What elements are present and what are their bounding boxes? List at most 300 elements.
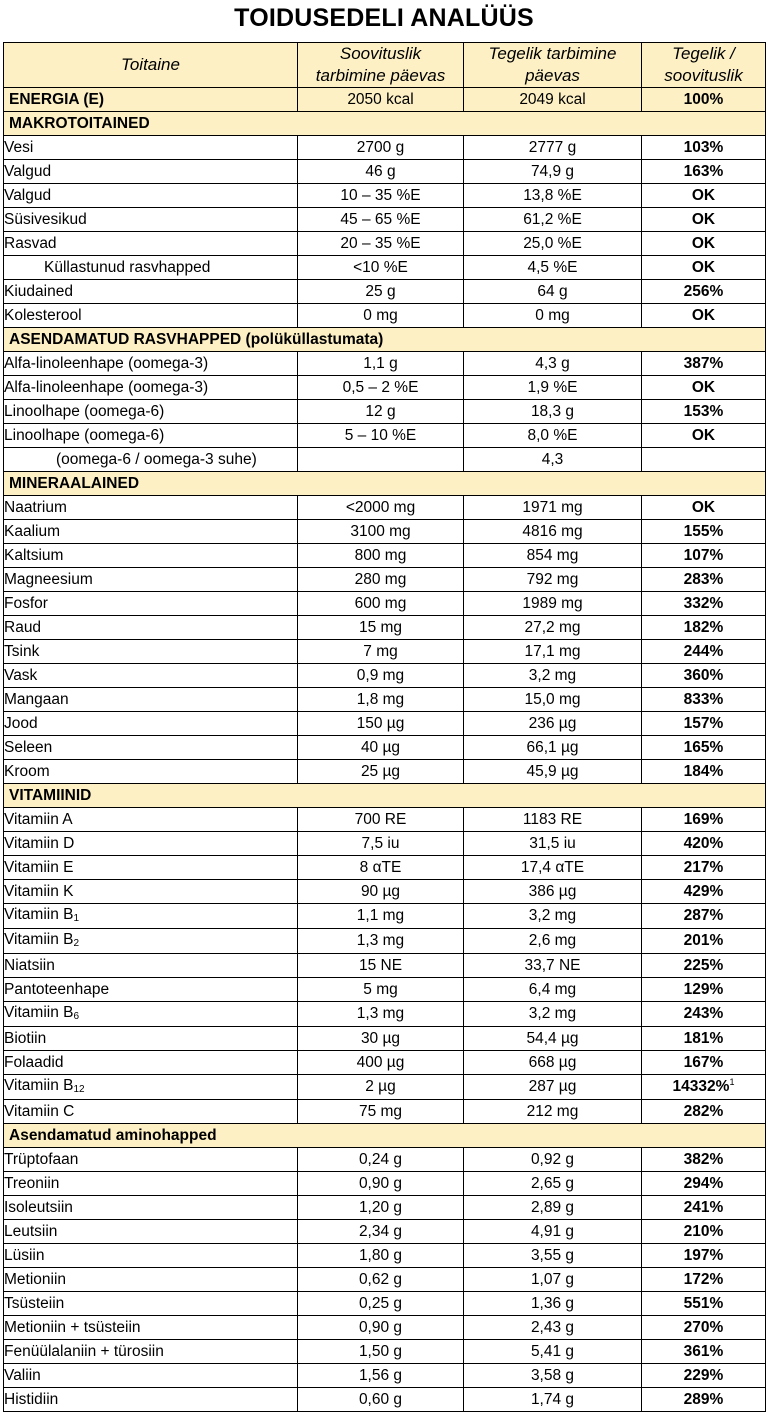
ratio-value [642,568,766,592]
ratio-value [642,184,766,208]
nutrient-name [4,1075,298,1100]
ratio-value [642,760,766,784]
actual-value: 1,9 %E [464,376,642,400]
section-header [4,328,766,352]
ratio-label: 332% [683,594,724,612]
recommended-value: 1,1 g [298,352,464,376]
actual-value: 0,92 g [464,1148,642,1172]
nutrient-label: Vesi [4,138,34,156]
table-row [4,544,766,568]
section-header [4,112,766,136]
ratio-label: 225% [683,956,724,974]
actual-value: 792 mg [464,568,642,592]
actual-value: 31,5 iu [464,832,642,856]
section-header [4,784,766,808]
table-row [4,376,766,400]
ratio-label: 182% [683,618,724,636]
table-row [4,832,766,856]
recommended-value: 25 µg [298,760,464,784]
actual-value: 66,1 µg [464,736,642,760]
actual-value: 74,9 g [464,160,642,184]
ratio-value [642,736,766,760]
table-row [4,1292,766,1316]
recommended-value: 7 mg [298,640,464,664]
table-row [4,208,766,232]
recommended-value: 1,80 g [298,1244,464,1268]
ratio-label: 184% [683,762,724,780]
nutrient-label: Magneesium [4,570,93,588]
actual-value: 45,9 µg [464,760,642,784]
nutrient-label: Vitamiin E [4,858,74,876]
header-ratio-line1: Tegelik / [672,44,735,63]
table-row [4,448,766,472]
nutrient-subscript: 12 [73,1084,85,1095]
nutrient-label: Raud [4,618,42,636]
table-row [4,1100,766,1124]
recommended-value: 1,8 mg [298,688,464,712]
nutrient-label: Küllastunud rasvhapped [44,258,211,276]
actual-value: 4,5 %E [464,256,642,280]
ratio-label: 387% [683,354,724,372]
ratio-value [642,352,766,376]
nutrient-label: Vitamiin B [4,931,74,948]
recommended-value: <2000 mg [298,496,464,520]
nutrient-name [4,808,298,832]
nutrient-label: Vitamiin B [4,1004,74,1021]
actual-value: 1183 RE [464,808,642,832]
actual-value: 13,8 %E [464,184,642,208]
table-row [4,1244,766,1268]
ratio-value [642,954,766,978]
nutrient-name [4,616,298,640]
ratio-label: 155% [683,522,724,540]
nutrient-label: Metioniin [4,1270,67,1288]
ratio-label: 181% [683,1029,724,1047]
table-row [4,904,766,929]
ratio-value [642,544,766,568]
ratio-label: 270% [683,1318,724,1336]
header-recommended [298,43,464,88]
actual-value: 854 mg [464,544,642,568]
actual-value: 0 mg [464,304,642,328]
ratio-label: 14332% [672,1078,730,1095]
ratio-label: OK [691,186,716,204]
recommended-value: <10 %E [298,256,464,280]
table-row [4,160,766,184]
actual-value: 5,41 g [464,1340,642,1364]
recommended-value: 10 – 35 %E [298,184,464,208]
nutrient-label: Linoolhape (oomega-6) [4,402,165,420]
table-row [4,856,766,880]
recommended-value: 0,60 g [298,1388,464,1412]
recommended-value: 1,50 g [298,1340,464,1364]
table-row [4,1027,766,1051]
nutrient-label: (oomega-6 / oomega-3 suhe) [56,450,257,468]
nutrient-name [4,280,298,304]
recommended-value: 1,1 mg [298,904,464,929]
ratio-value [642,640,766,664]
recommended-value [298,448,464,472]
ratio-label: 294% [683,1174,724,1192]
ratio-label: OK [691,378,716,396]
nutrient-label: Süsivesikud [4,210,87,228]
recommended-value: 600 mg [298,592,464,616]
recommended-value: 150 µg [298,712,464,736]
energy-recommended: 2050 kcal [298,88,464,112]
nutrient-name [4,1196,298,1220]
recommended-value: 2700 g [298,136,464,160]
nutrient-name [4,136,298,160]
recommended-value: 2 µg [298,1075,464,1100]
ratio-label: OK [691,258,716,276]
nutrient-name [4,1051,298,1075]
nutrient-name [4,1292,298,1316]
recommended-value: 1,3 mg [298,1002,464,1027]
table-row [4,1196,766,1220]
nutrient-label: Leutsiin [4,1222,58,1240]
actual-value: 27,2 mg [464,616,642,640]
ratio-label: OK [691,306,716,324]
recommended-value: 25 g [298,280,464,304]
nutrient-name [4,304,298,328]
ratio-value [642,712,766,736]
nutrient-name [4,496,298,520]
recommended-value: 7,5 iu [298,832,464,856]
actual-value: 4,91 g [464,1220,642,1244]
actual-value: 1971 mg [464,496,642,520]
table-row [4,136,766,160]
ratio-label: 157% [683,714,724,732]
nutrient-label: Histidiin [4,1390,59,1408]
section-title: ASENDAMATUD RASVHAPPED (polüküllastumata) [4,328,766,352]
table-header [4,43,766,88]
table-row [4,808,766,832]
nutrient-name [4,978,298,1002]
ratio-label: 833% [683,690,724,708]
nutrient-name [4,1027,298,1051]
ratio-label: 244% [683,642,724,660]
recommended-value: 0,9 mg [298,664,464,688]
actual-value: 3,2 mg [464,904,642,929]
ratio-value [642,1268,766,1292]
actual-value: 2,43 g [464,1316,642,1340]
nutrient-label: Vitamiin B [4,906,74,923]
table-row [4,688,766,712]
nutrient-name [4,448,298,472]
actual-value: 2,65 g [464,1172,642,1196]
nutrient-label: Vitamiin K [4,882,74,900]
recommended-value: 0,24 g [298,1148,464,1172]
nutrient-name [4,1340,298,1364]
nutrient-label: Tsink [4,642,40,660]
nutrient-name [4,688,298,712]
ratio-label: 360% [683,666,724,684]
ratio-value [642,880,766,904]
nutrient-label: Pantoteenhape [4,980,110,998]
actual-value: 1,07 g [464,1268,642,1292]
actual-value: 4,3 [464,448,642,472]
recommended-value: 90 µg [298,880,464,904]
nutrient-name [4,1220,298,1244]
nutrient-subscript: 2 [73,938,80,949]
ratio-value [642,1172,766,1196]
ratio-label: 229% [683,1366,724,1384]
ratio-label: 165% [683,738,724,756]
header-ratio-line2: soovituslik [664,66,743,85]
nutrient-label: Lüsiin [4,1246,45,1264]
nutrient-label: Metioniin + tsüsteiin [4,1318,141,1336]
actual-value: 236 µg [464,712,642,736]
nutrient-name [4,1100,298,1124]
actual-value: 8,0 %E [464,424,642,448]
recommended-value: 12 g [298,400,464,424]
nutrient-name [4,1148,298,1172]
recommended-value: 0 mg [298,304,464,328]
nutrient-label: Mangaan [4,690,69,708]
ratio-value [642,160,766,184]
recommended-value: 40 µg [298,736,464,760]
ratio-label: 283% [683,570,724,588]
ratio-label: 197% [683,1246,724,1264]
ratio-value [642,1002,766,1027]
ratio-value [642,1244,766,1268]
table-row [4,1051,766,1075]
ratio-value [642,1051,766,1075]
nutrient-name [4,640,298,664]
actual-value: 3,2 mg [464,664,642,688]
ratio-label: 167% [683,1053,724,1071]
recommended-value: 45 – 65 %E [298,208,464,232]
table-row [4,1388,766,1412]
ratio-value [642,929,766,954]
ratio-label: 287% [683,907,724,924]
ratio-label: 551% [683,1294,724,1312]
nutrient-name [4,544,298,568]
recommended-value: 280 mg [298,568,464,592]
nutrient-label: Alfa-linoleenhape (oomega-3) [4,378,209,396]
table-row [4,256,766,280]
ratio-value [642,832,766,856]
table-row [4,664,766,688]
ratio-value [642,424,766,448]
actual-value: 1,74 g [464,1388,642,1412]
nutrient-label: Folaadid [4,1053,64,1071]
actual-value: 61,2 %E [464,208,642,232]
ratio-value [642,1292,766,1316]
nutrient-name [4,184,298,208]
actual-value: 15,0 mg [464,688,642,712]
table-row [4,592,766,616]
section-title: MINERAALAINED [4,472,766,496]
nutrient-name [4,904,298,929]
ratio-value [642,1100,766,1124]
ratio-label: 103% [683,138,724,156]
nutrient-name [4,592,298,616]
header-recommended-line2: tarbimine päevas [315,66,446,85]
recommended-value: 1,3 mg [298,929,464,954]
recommended-value: 0,90 g [298,1316,464,1340]
ratio-value [642,304,766,328]
table-row [4,880,766,904]
nutrient-name [4,712,298,736]
nutrient-table [3,42,766,1412]
header-actual-line1: Tegelik tarbimine [488,44,617,63]
nutrient-name [4,736,298,760]
recommended-value: 0,25 g [298,1292,464,1316]
nutrient-name [4,664,298,688]
nutrient-label: Rasvad [4,234,57,252]
nutrient-name [4,1002,298,1027]
nutrient-label: Vitamiin A [4,810,73,828]
ratio-label: 201% [683,932,724,949]
ratio-value [642,1148,766,1172]
nutrient-label: Vitamiin C [4,1102,75,1120]
ratio-value [642,280,766,304]
nutrient-label: Valgud [4,162,52,180]
footnote-marker: 1 [729,1077,735,1087]
nutrient-label: Biotiin [4,1029,47,1047]
ratio-value [642,520,766,544]
nutrient-name [4,1244,298,1268]
recommended-value: 0,5 – 2 %E [298,376,464,400]
nutrient-name [4,929,298,954]
page-title: TOIDUSEDELI ANALÜÜS [234,4,534,32]
recommended-value: 2,34 g [298,1220,464,1244]
ratio-label: 243% [683,1005,724,1022]
ratio-label: 169% [683,810,724,828]
table-body [4,88,766,1412]
ratio-label: 129% [683,980,724,998]
table-row [4,1316,766,1340]
actual-value: 2,6 mg [464,929,642,954]
table-row [4,352,766,376]
nutrient-name [4,1172,298,1196]
nutrient-name [4,760,298,784]
table-row [4,184,766,208]
table-row [4,1220,766,1244]
actual-value: 6,4 mg [464,978,642,1002]
recommended-value: 800 mg [298,544,464,568]
nutrient-label: Linoolhape (oomega-6) [4,426,165,444]
ratio-label: OK [691,234,716,252]
ratio-value [642,1316,766,1340]
ratio-value [642,448,766,472]
actual-value: 212 mg [464,1100,642,1124]
energy-row [4,88,766,112]
nutrient-label: Trüptofaan [4,1150,79,1168]
actual-value: 54,4 µg [464,1027,642,1051]
ratio-value [642,208,766,232]
section-title: MAKROTOITAINED [4,112,766,136]
table-row [4,978,766,1002]
ratio-label: 107% [683,546,724,564]
recommended-value: 15 NE [298,954,464,978]
ratio-label: 429% [683,882,724,900]
table-row [4,424,766,448]
ratio-label: 153% [683,402,724,420]
ratio-label: OK [691,498,716,516]
table-row [4,616,766,640]
ratio-value [642,616,766,640]
nutrient-label: Isoleutsiin [4,1198,73,1216]
nutrient-name [4,520,298,544]
actual-value: 386 µg [464,880,642,904]
actual-value: 1989 mg [464,592,642,616]
table-row [4,1075,766,1100]
energy-ratio: 100% [642,88,766,112]
ratio-value [642,1075,766,1100]
actual-value: 668 µg [464,1051,642,1075]
recommended-value: 1,20 g [298,1196,464,1220]
table-row [4,280,766,304]
actual-value: 18,3 g [464,400,642,424]
nutrient-name [4,954,298,978]
ratio-value [642,688,766,712]
nutrient-name [4,160,298,184]
actual-value: 1,36 g [464,1292,642,1316]
ratio-value [642,1027,766,1051]
actual-value: 2,89 g [464,1196,642,1220]
ratio-value [642,1388,766,1412]
nutrient-label: Jood [4,714,38,732]
nutrient-label: Fosfor [4,594,48,612]
table-row [4,1340,766,1364]
ratio-label: 382% [683,1150,724,1168]
nutrient-label: Treoniin [4,1174,60,1192]
nutrient-name [4,568,298,592]
energy-actual: 2049 kcal [464,88,642,112]
recommended-value: 46 g [298,160,464,184]
nutrient-label: Vitamiin D [4,834,75,852]
ratio-value [642,856,766,880]
table-row [4,736,766,760]
table-row [4,520,766,544]
table-row [4,1148,766,1172]
nutrient-name [4,256,298,280]
actual-value: 3,55 g [464,1244,642,1268]
nutrient-name [4,880,298,904]
nutrient-label: Vitamiin B [4,1077,74,1094]
recommended-value: 5 mg [298,978,464,1002]
nutrient-label: Valgud [4,186,52,204]
table-row [4,929,766,954]
header-ratio [642,43,766,88]
recommended-value: 1,56 g [298,1364,464,1388]
ratio-value [642,232,766,256]
table-row [4,568,766,592]
ratio-label: 210% [683,1222,724,1240]
recommended-value: 400 µg [298,1051,464,1075]
ratio-label: 241% [683,1198,724,1216]
actual-value: 17,4 αTE [464,856,642,880]
actual-value: 25,0 %E [464,232,642,256]
nutrient-name [4,1364,298,1388]
energy-name: ENERGIA (E) [4,88,298,112]
header-recommended-line1: Soovituslik [339,44,422,63]
table-row [4,1002,766,1027]
nutrient-name [4,208,298,232]
nutrient-label: Alfa-linoleenhape (oomega-3) [4,354,209,372]
nutrient-subscript: 1 [73,913,80,924]
section-header [4,1124,766,1148]
ratio-label: 256% [683,282,724,300]
header-actual-line2: päevas [525,66,580,85]
ratio-label: 282% [683,1102,724,1120]
ratio-value [642,664,766,688]
actual-value: 3,2 mg [464,1002,642,1027]
ratio-value [642,1340,766,1364]
nutrient-label: Seleen [4,738,53,756]
